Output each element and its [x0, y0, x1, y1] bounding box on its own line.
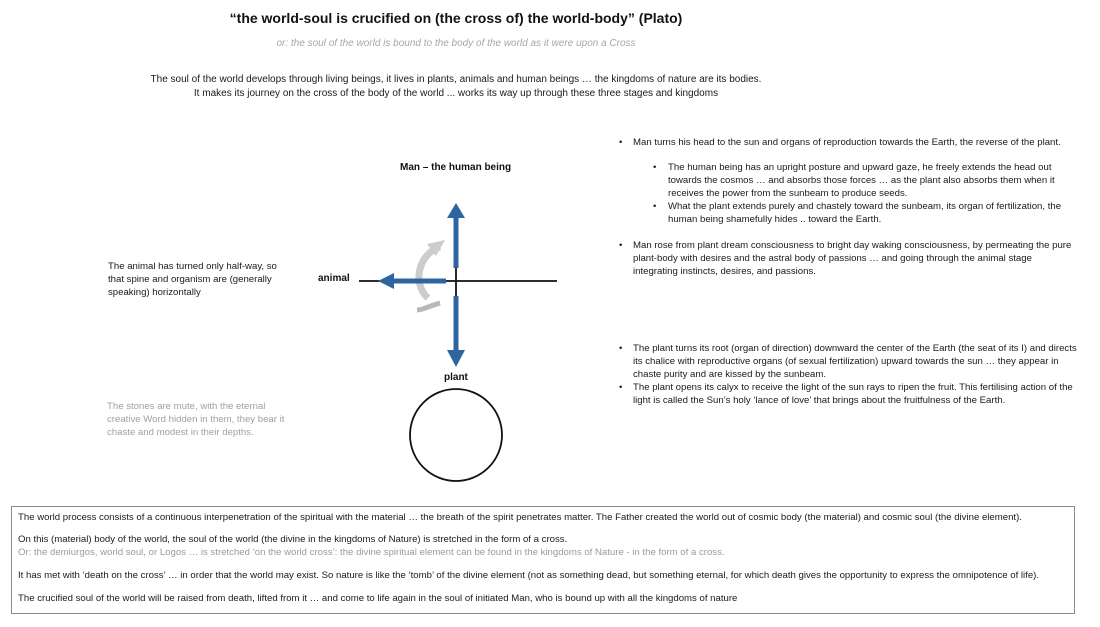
man-rose-note: • Man rose from plant dream consciousness to bright day waking consciousness, by permeating the pure plant-body with desires and the astral body of passions … and going through the animal stage integrating instincts, desires, and passions. [619, 239, 1079, 278]
summary-paragraph-5: The crucified soul of the world will be raised from death, lifted from it … and come to life again in the soul of initiated Man, who is bound up with all the kingdoms of nature [18, 593, 738, 604]
stone-circle [410, 389, 502, 481]
arrow-down-plant [447, 296, 465, 367]
summary-paragraph-1: The world process consists of a continuous interpenetration of the spiritual with the material … the breath of the spirit penetrates matter. The Father created the world out of cosmic body (the material) and cosmic soul (the divine element). [18, 512, 1022, 523]
label-plant: plant [444, 372, 468, 383]
rotation-curve-lower [417, 303, 440, 310]
arrow-left-animal [378, 273, 446, 289]
animal-note: The animal has turned only half-way, so that spine and organism are (generally speaking) horizontally [108, 261, 277, 298]
arrow-up-man [447, 203, 465, 268]
rotation-curve-upper [419, 247, 440, 298]
summary-paragraph-4: It has met with ‘death on the cross’ … in order that the world may exist. So nature is like the ‘tomb’ of the divine element (not as something dead, but something eternal, for which death gives the opportunity to express the omnipotence of life). [18, 570, 1040, 581]
summary-box [11, 506, 1075, 614]
intro-line-2: It makes its journey on the cross of the body of the world ... works its way up through these three stages and kingdoms [193, 87, 719, 99]
page-subtitle: or: the soul of the world is bound to the body of the world as it were upon a Cross [276, 38, 636, 49]
label-man: Man – the human being [400, 162, 512, 173]
page-title: “the world-soul is crucified on (the cross of) the world-body” (Plato) [229, 10, 683, 26]
man-sub-note-1: • The human being has an upright posture and upward gaze, he freely extends the head out towards the cosmos … and absorbs those forces … as the plant also absorbs them when it receives the power from the sunbeam to produce seeds. [653, 161, 1079, 200]
summary-paragraph-3: Or: the demiurgos, world soul, or Logos … is stretched ‘on the world cross’: the divine spiritual element can be found in the kingdoms of Nature - in the form of a cross. [18, 547, 725, 558]
man-sub-note-2: • What the plant extends purely and chastely toward the sunbeam, its organ of fertilization, the human being shamefully hides .. toward the Earth. [653, 200, 1079, 226]
stones-note: The stones are mute, with the eternal creative Word hidden in them, they bear it chaste and modest in their depths. [107, 401, 285, 438]
intro-line-1: The soul of the world develops through living beings, it lives in plants, animals and human beings … the kingdoms of nature are its bodies. [150, 74, 762, 85]
label-animal: animal [318, 273, 350, 284]
man-head-note: • Man turns his head to the sun and organs of reproduction towards the Earth, the reverse of the plant. [619, 136, 1079, 149]
plant-root-note: • The plant turns its root (organ of direction) downward the center of the Earth (the seat of its I) and directs its chalice with reproductive organs (of sexual fertilization) upward towards the sun … they appear in chaste purity and are kissed by the sunbeam. [619, 342, 1079, 381]
plant-calyx-note: • The plant opens its calyx to receive the light of the sun rays to ripen the fruit. This fertilising action of the light is called the Sun’s holy ‘lance of love’ that brings about the fruitfulness of the Earth. [619, 381, 1079, 407]
summary-paragraph-2: On this (material) body of the world, the soul of the world (the divine in the kingdoms of Nature) is stretched in the form of a cross. [18, 534, 568, 545]
man-notes [619, 136, 1079, 278]
plant-notes [619, 342, 1079, 407]
